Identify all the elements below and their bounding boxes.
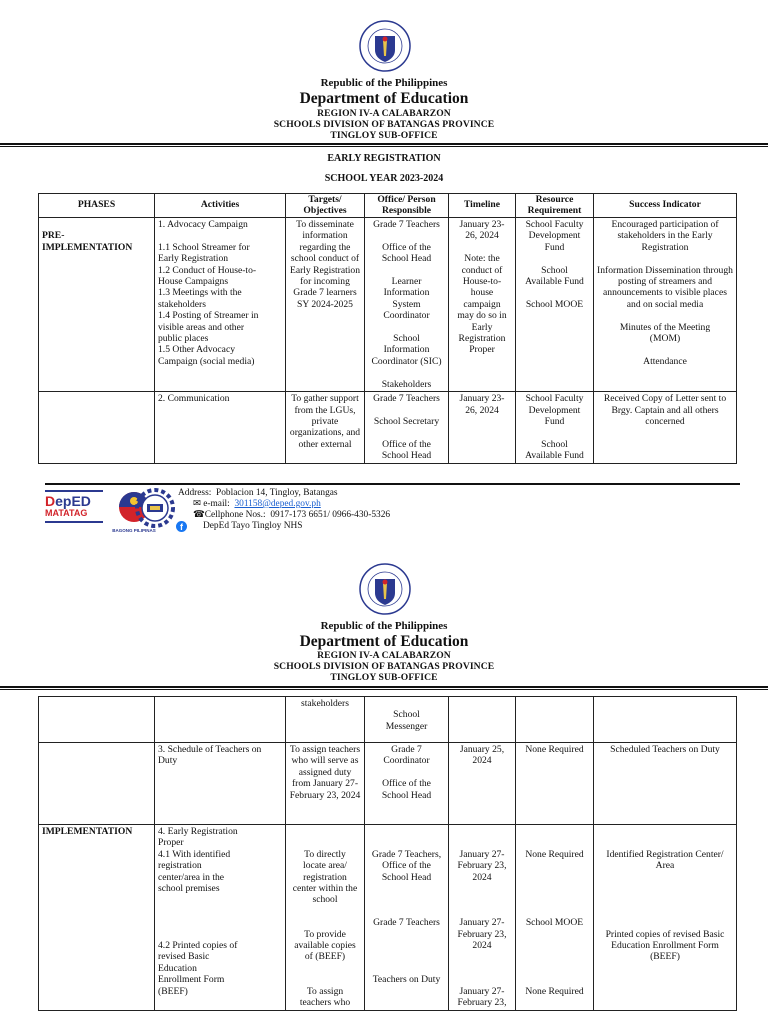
cell-phase: PRE- IMPLEMENTATION xyxy=(39,218,155,392)
cell-resource: School Faculty Development Fund School Available Fund School MOOE xyxy=(516,218,594,392)
cell-phase xyxy=(39,697,155,743)
cell-responsible: Grade 7 Teachers School Secretary Office of the School Head xyxy=(365,392,449,463)
office-text: TINGLOY SUB-OFFICE xyxy=(330,672,438,683)
table-row xyxy=(39,743,737,825)
cell-activities: 1. Advocacy Campaign 1.1 School Streamer for Early Registration 1.2 Conduct of House-to- House Campaigns 1.3 Meetings with the stakeholders 1.4 Posting of Streamer in visible areas and other public places 1.5 Other Advocacy Campaign (social media) xyxy=(155,218,286,392)
phone-icon: ☎ xyxy=(193,510,205,520)
cell-timeline xyxy=(449,697,516,743)
deped-seal-icon xyxy=(359,20,411,72)
region-text: REGION IV-A CALABARZON xyxy=(317,650,451,661)
division-text: SCHOOLS DIVISION OF BATANGAS PROVINCE xyxy=(273,661,495,672)
footer-address: Address: Poblacion 14, Tingloy, Batangas xyxy=(178,488,338,498)
republic-text: Republic of the Philippines xyxy=(320,77,448,89)
cell-resource: None Required School MOOE None Required xyxy=(516,825,594,1011)
plan-table-page2 xyxy=(38,696,737,1011)
cell-activities: 4. Early Registration Proper 4.1 With identified registration center/area in the school premises 4.2 Printed copies of revised Basic Education Enrollment Form (BEEF) xyxy=(155,825,286,1011)
cell-success-indicator: Scheduled Teachers on Duty xyxy=(594,743,737,825)
cell-timeline: January 25, 2024 xyxy=(449,743,516,825)
bagong-pilipinas-logo: BAGONG PILIPINAS xyxy=(108,489,160,533)
footer-email: ✉ e-mail: 301158@deped.gov.ph xyxy=(193,499,321,509)
header-phase: PHASES xyxy=(39,194,155,218)
cell-phase xyxy=(39,743,155,825)
cell-responsible: Grade 7 Coordinator Office of the School Head xyxy=(365,743,449,825)
cell-phase xyxy=(39,392,155,463)
table-row xyxy=(39,697,737,743)
header-divider xyxy=(0,686,768,690)
cell-resource: None Required xyxy=(516,743,594,825)
cell-targets: To gather support from the LGUs, private organizations, and other external xyxy=(286,392,365,463)
header-targets: Targets/ Objectives xyxy=(286,194,365,218)
cell-success-indicator: Encouraged participation of stakeholders in the Early Registration Information Dissemination through posting of streamers and announcements to visible places and on social media Minutes of the Meeting (MOM) Attendance xyxy=(594,218,737,392)
table-row xyxy=(39,825,737,1011)
cell-targets: To disseminate information regarding the school conduct of Early Registration for incoming Grade 7 learners SY 2024-2025 xyxy=(286,218,365,392)
cell-responsible: Grade 7 Teachers, Office of the School Head Grade 7 Teachers Teachers on Duty xyxy=(365,825,449,1011)
division-text: SCHOOLS DIVISION OF BATANGAS PROVINCE xyxy=(273,119,495,130)
table-row xyxy=(39,392,737,463)
deped-seal-icon xyxy=(359,563,411,615)
cell-success-indicator xyxy=(594,697,737,743)
school-seal-icon xyxy=(133,486,177,530)
department-title: Department of Education xyxy=(299,633,469,650)
header-divider xyxy=(0,143,768,147)
school-year: SCHOOL YEAR 2023-2024 xyxy=(324,173,444,184)
plan-table-page1 xyxy=(38,193,737,464)
cell-responsible: Grade 7 Teachers Office of the School Head Learner Information System Coordinator School Information Coordinator (SIC) Stakeholders xyxy=(365,218,449,392)
cell-targets: To assign teachers who will serve as assigned duty from January 27-February 23, 2024 xyxy=(286,743,365,825)
region-text: REGION IV-A CALABARZON xyxy=(317,108,451,119)
mail-icon: ✉ xyxy=(193,499,201,509)
cell-activities: 3. Schedule of Teachers on Duty xyxy=(155,743,286,825)
cell-timeline: January 23- 26, 2024 Note: the conduct of House-to- house campaign may do so in Early Registration Proper xyxy=(449,218,516,392)
cell-success-indicator: Received Copy of Letter sent to Brgy. Captain and all others concerned xyxy=(594,392,737,463)
cell-success-indicator: Identified Registration Center/ Area Printed copies of revised Basic Education Enrollment Form (BEEF) xyxy=(594,825,737,1011)
header-responsible: Office/ Person Responsible xyxy=(365,194,449,218)
department-title: Department of Education xyxy=(299,90,469,107)
header-success-indicator: Success Indicator xyxy=(594,194,737,218)
header-timeline: Timeline xyxy=(449,194,516,218)
header-resource: Resource Requirement xyxy=(516,194,594,218)
cell-activities: 2. Communication xyxy=(155,392,286,463)
cell-resource xyxy=(516,697,594,743)
header-activities: Activities xyxy=(155,194,286,218)
cell-targets: To directly locate area/ registration center within the school To provide available copies of (BEEF) To assign teachers who xyxy=(286,825,365,1011)
email-link[interactable]: 301158@deped.gov.ph xyxy=(234,499,321,509)
cell-targets: stakeholders xyxy=(286,697,365,743)
document-title: EARLY REGISTRATION xyxy=(327,153,441,164)
office-text: TINGLOY SUB-OFFICE xyxy=(330,130,438,141)
cell-phase: IMPLEMENTATION xyxy=(39,825,155,1011)
cell-timeline: January 27- February 23, 2024 January 27- February 23, 2024 January 27- February 23, xyxy=(449,825,516,1011)
facebook-icon: f xyxy=(176,521,187,532)
footer-divider xyxy=(45,483,740,485)
footer-phone: ☎Cellphone Nos.: 0917-173 6651/ 0966-430-5326 xyxy=(193,510,391,520)
republic-text: Republic of the Philippines xyxy=(320,620,448,632)
deped-matatag-logo: DepED MATATAG xyxy=(45,490,105,523)
cell-resource: School Faculty Development Fund School Available Fund xyxy=(516,392,594,463)
footer-facebook: DepEd Tayo Tingloy NHS xyxy=(203,521,303,531)
cell-responsible: School Messenger xyxy=(365,697,449,743)
cell-timeline: January 23- 26, 2024 xyxy=(449,392,516,463)
table-row xyxy=(39,218,737,392)
cell-activities xyxy=(155,697,286,743)
